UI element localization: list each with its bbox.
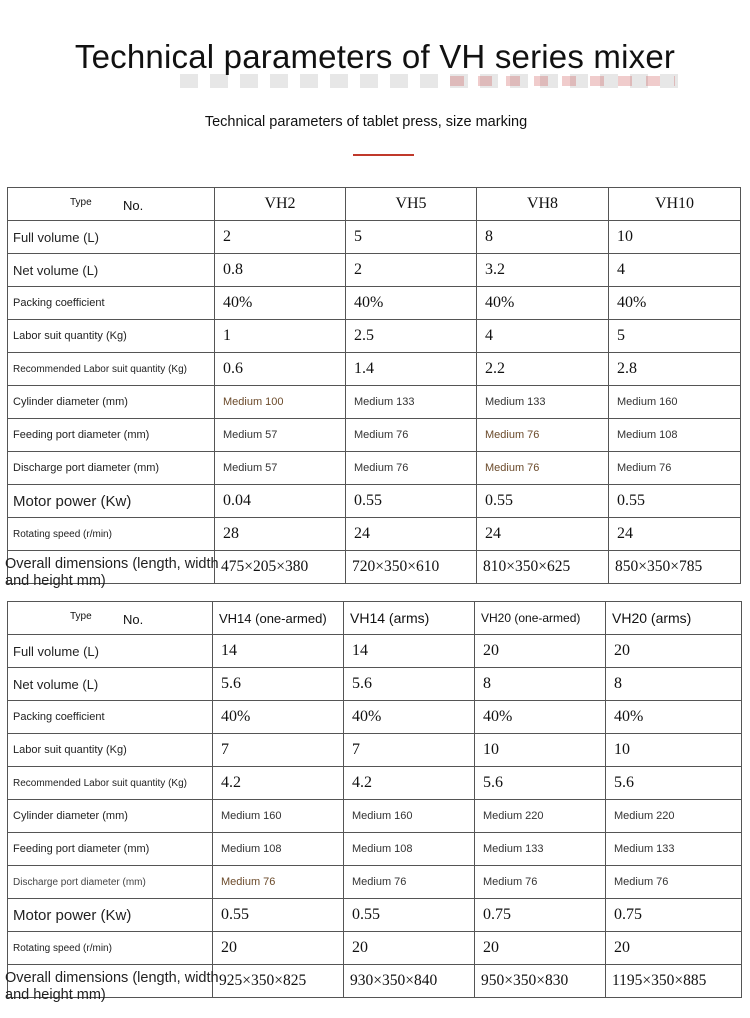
table-cell: 2.5 [346, 320, 477, 353]
table-cell: 10 [609, 221, 741, 254]
table-cell: 5.6 [606, 767, 742, 800]
row-label: Cylinder diameter (mm) [8, 386, 215, 419]
table-cell: Medium 220 [606, 800, 742, 833]
row-label: Labor suit quantity (Kg) [8, 734, 213, 767]
model-header: VH10 [609, 188, 741, 221]
model-header: VH8 [477, 188, 609, 221]
table-cell: Medium 76 [344, 866, 475, 899]
row-label: Rotating speed (r/min) [8, 932, 213, 965]
table-row [8, 287, 741, 320]
table-row [8, 800, 742, 833]
table-cell: 40% [344, 701, 475, 734]
row-label: Full volume (L) [8, 221, 215, 254]
table-cell: 20 [213, 932, 344, 965]
table-row [8, 866, 742, 899]
table-cell: 0.6 [215, 353, 346, 386]
type-no-header [8, 602, 213, 635]
table-cell: 0.75 [606, 899, 742, 932]
model-header: VH20 (arms) [606, 602, 742, 635]
table-cell: 8 [475, 668, 606, 701]
table-cell: Medium 76 [606, 866, 742, 899]
table-cell: 24 [609, 518, 741, 551]
table-cell: Medium 133 [606, 833, 742, 866]
table-row [8, 485, 741, 518]
table-cell: 20 [606, 635, 742, 668]
no-label: No. [123, 198, 144, 213]
table-cell: 810×350×625 [477, 551, 609, 584]
table-cell: 20 [344, 932, 475, 965]
table-cell: Medium 133 [477, 386, 609, 419]
table-cell: 475×205×380 [215, 551, 346, 584]
table-cell: 950×350×830 [475, 965, 606, 998]
table-cell: 40% [346, 287, 477, 320]
table-cell: 0.55 [344, 899, 475, 932]
table-cell: 0.8 [215, 254, 346, 287]
model-header: VH5 [346, 188, 477, 221]
model-header: VH14 (one-armed) [213, 602, 344, 635]
table-cell: Medium 133 [346, 386, 477, 419]
table-cell: 1.4 [346, 353, 477, 386]
table-cell: 40% [477, 287, 609, 320]
table-cell: 40% [606, 701, 742, 734]
table-row [8, 386, 741, 419]
table-cell: Medium 220 [475, 800, 606, 833]
table-cell: 4 [609, 254, 741, 287]
table-row [8, 254, 741, 287]
no-label: No. [123, 612, 144, 627]
table-cell: 8 [477, 221, 609, 254]
table-cell: 2.8 [609, 353, 741, 386]
table-cell: Medium 76 [477, 419, 609, 452]
table-cell: 40% [475, 701, 606, 734]
table-cell: Medium 133 [475, 833, 606, 866]
table-cell: 5.6 [213, 668, 344, 701]
table-cell: 20 [475, 635, 606, 668]
table-row [8, 833, 742, 866]
table-cell: 10 [606, 734, 742, 767]
table-cell: 20 [475, 932, 606, 965]
table-cell: 2 [215, 221, 346, 254]
table-cell: 4.2 [213, 767, 344, 800]
table-cell: 8 [606, 668, 742, 701]
faded-banner-text-red [450, 76, 675, 86]
table-cell: 20 [606, 932, 742, 965]
table-cell: 850×350×785 [609, 551, 741, 584]
row-label: Overall dimensions (length, width and height mm) [5, 556, 219, 589]
spec-table-1 [5, 187, 741, 589]
table-cell: Medium 76 [346, 452, 477, 485]
table-cell: 40% [215, 287, 346, 320]
table-row [8, 452, 741, 485]
row-label: Overall dimensions (length, width and height mm) [5, 970, 219, 1003]
table-row [8, 932, 742, 965]
table-row [8, 668, 742, 701]
table-cell: 1 [215, 320, 346, 353]
table-cell: 930×350×840 [344, 965, 475, 998]
row-label: Feeding port diameter (mm) [8, 833, 213, 866]
table-cell: Medium 57 [215, 452, 346, 485]
row-label: Rotating speed (r/min) [8, 518, 215, 551]
row-label: Feeding port diameter (mm) [8, 419, 215, 452]
table-row [8, 551, 741, 584]
row-label: Net volume (L) [8, 668, 213, 701]
row-label-cell [5, 551, 219, 589]
table-cell: Medium 76 [213, 866, 344, 899]
table-row [8, 701, 742, 734]
table-row [8, 899, 742, 932]
row-label: Recommended Labor suit quantity (Kg) [8, 353, 215, 386]
table-cell: 40% [609, 287, 741, 320]
table-cell: Medium 108 [344, 833, 475, 866]
table-row [8, 320, 741, 353]
table-row [8, 419, 741, 452]
table-cell: 14 [344, 635, 475, 668]
row-label: Discharge port diameter (mm) [8, 452, 215, 485]
page-title: Technical parameters of VH series mixer [74, 38, 676, 75]
table-cell: Medium 160 [609, 386, 741, 419]
table-cell: 0.75 [475, 899, 606, 932]
table-cell: Medium 108 [609, 419, 741, 452]
model-header: VH2 [215, 188, 346, 221]
table-cell: 0.55 [213, 899, 344, 932]
table-row [8, 635, 742, 668]
type-label: Type [70, 611, 92, 622]
table-row [8, 353, 741, 386]
table-cell: Medium 76 [475, 866, 606, 899]
table-cell: 28 [215, 518, 346, 551]
table-header-row [8, 188, 741, 221]
table-row [8, 767, 742, 800]
table-cell: Medium 160 [213, 800, 344, 833]
table-cell: 4.2 [344, 767, 475, 800]
row-label: Labor suit quantity (Kg) [8, 320, 215, 353]
table-cell: 5 [346, 221, 477, 254]
table-cell: Medium 100 [215, 386, 346, 419]
page-subtitle: Technical parameters of tablet press, size marking [204, 114, 528, 130]
table-cell: 40% [213, 701, 344, 734]
table-cell: 0.55 [609, 485, 741, 518]
model-header: VH14 (arms) [344, 602, 475, 635]
row-label: Cylinder diameter (mm) [8, 800, 213, 833]
table-cell: 1195×350×885 [606, 965, 742, 998]
table-cell: 7 [344, 734, 475, 767]
table-cell: 10 [475, 734, 606, 767]
table-cell: 3.2 [477, 254, 609, 287]
table-cell: 24 [477, 518, 609, 551]
row-label: Full volume (L) [8, 635, 213, 668]
table-cell: Medium 57 [215, 419, 346, 452]
table-row [8, 734, 742, 767]
table-cell: Medium 108 [213, 833, 344, 866]
table-cell: Medium 76 [609, 452, 741, 485]
table-cell: 720×350×610 [346, 551, 477, 584]
row-label: Recommended Labor suit quantity (Kg) [8, 767, 213, 800]
table-cell: Medium 76 [346, 419, 477, 452]
table-row [8, 965, 742, 998]
table-row [8, 518, 741, 551]
model-header: VH20 (one-armed) [475, 602, 606, 635]
table-cell: 7 [213, 734, 344, 767]
table-cell: 925×350×825 [213, 965, 344, 998]
type-no-header [8, 188, 215, 221]
table-cell: 2.2 [477, 353, 609, 386]
table-cell: 0.55 [477, 485, 609, 518]
table-cell: 24 [346, 518, 477, 551]
row-label-cell [5, 965, 219, 1003]
row-label: Packing coefficient [8, 287, 215, 320]
table-cell: 2 [346, 254, 477, 287]
table-row [8, 221, 741, 254]
type-label: Type [70, 197, 92, 208]
table-cell: 5.6 [344, 668, 475, 701]
row-label: Packing coefficient [8, 701, 213, 734]
table-cell: 4 [477, 320, 609, 353]
table-cell: 14 [213, 635, 344, 668]
title-underline-divider [353, 154, 414, 156]
table-cell: Medium 160 [344, 800, 475, 833]
row-label: Motor power (Kw) [8, 485, 215, 518]
table-cell: 5.6 [475, 767, 606, 800]
spec-table-2 [5, 601, 742, 1003]
table-cell: 0.04 [215, 485, 346, 518]
table-cell: 0.55 [346, 485, 477, 518]
row-label: Motor power (Kw) [8, 899, 213, 932]
table-cell: Medium 76 [477, 452, 609, 485]
row-label: Net volume (L) [8, 254, 215, 287]
table-header-row [8, 602, 742, 635]
table-cell: 5 [609, 320, 741, 353]
row-label: Discharge port diameter (mm) [8, 866, 213, 899]
